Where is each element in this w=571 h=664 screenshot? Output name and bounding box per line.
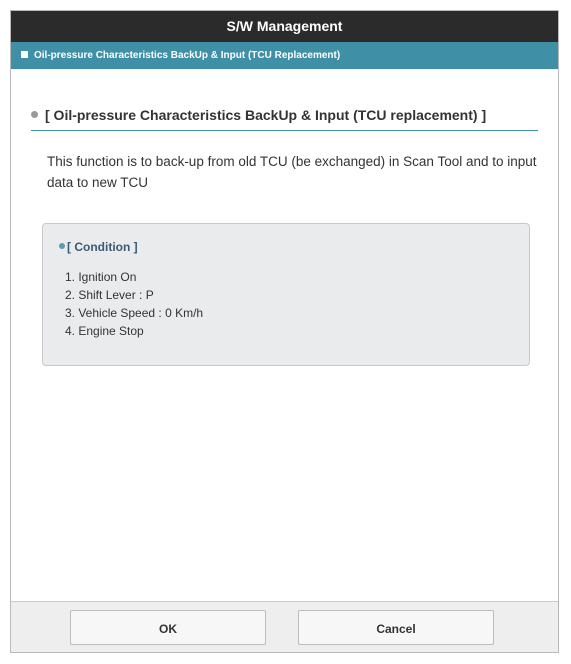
function-header xyxy=(11,42,558,69)
circle-bullet-icon xyxy=(59,243,65,249)
cancel-button[interactable]: Cancel xyxy=(298,610,494,645)
button-bar xyxy=(11,601,558,652)
condition-title xyxy=(59,240,138,254)
circle-bullet-icon xyxy=(31,111,38,118)
square-bullet-icon xyxy=(21,51,28,58)
function-description: This function is to back-up from old TCU (be exchanged) in Scan Tool and to input data to new TCU xyxy=(47,154,537,190)
ok-button[interactable]: OK xyxy=(70,610,266,645)
condition-box xyxy=(42,223,530,366)
condition-title-label: [ Condition ] xyxy=(67,240,138,254)
list-item: 2. Shift Lever : P xyxy=(65,288,154,302)
function-header-label: Oil-pressure Characteristics BackUp & Input (TCU Replacement) xyxy=(34,50,341,61)
list-item: 3. Vehicle Speed : 0 Km/h xyxy=(65,306,204,320)
section-title xyxy=(31,106,538,131)
list-item: 1. Ignition On xyxy=(65,270,137,284)
condition-list xyxy=(65,268,203,340)
window-title: S/W Management xyxy=(11,11,558,42)
content-area xyxy=(11,69,558,603)
section-title-label: [ Oil-pressure Characteristics BackUp & Input (TCU replacement) ] xyxy=(45,107,487,123)
sw-management-dialog xyxy=(10,10,559,653)
list-item: 4. Engine Stop xyxy=(65,324,144,338)
